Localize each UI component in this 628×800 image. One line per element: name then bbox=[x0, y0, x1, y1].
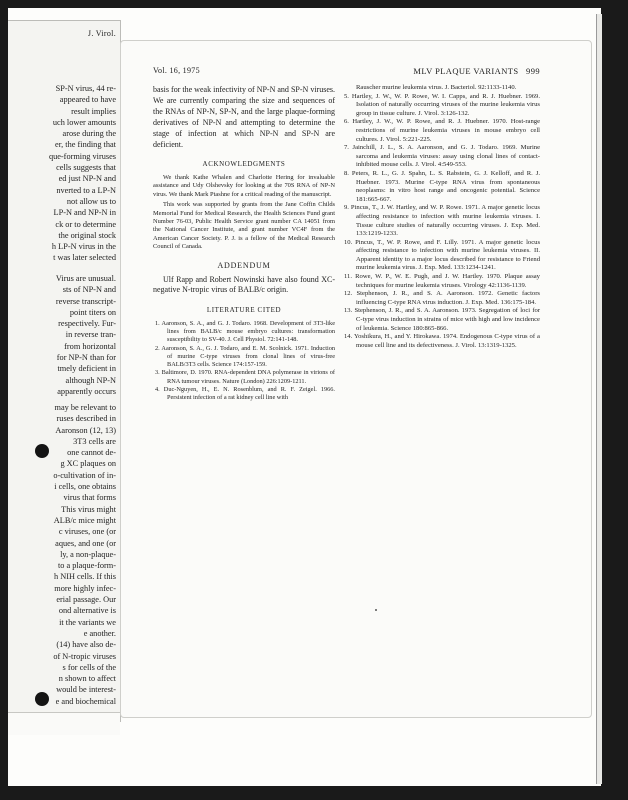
facing-page-text-top bbox=[12, 83, 116, 264]
reference-text: Baltimore, D. 1970. RNA-dependent DNA polymerase in virions of RNA tumour viruses. Nature (London) 226:1209-1211. bbox=[161, 369, 336, 385]
facing-page-text-middle bbox=[12, 273, 116, 397]
reference-number: 1. bbox=[155, 319, 162, 327]
reference-text: Pincus, T., W. P. Rowe, and F. Lilly. 1971. A major genetic locus affecting resistance to infection with murine leukemia viruses. II. Apparent identity to a major locus described for resistance to Friend murine leukemia virus. J. Exp. Med. 133:1234-1241. bbox=[355, 238, 541, 272]
facing-page bbox=[8, 20, 121, 722]
facing-page-line: Aaronson (12, 13) bbox=[55, 425, 116, 435]
reference-entry bbox=[342, 290, 540, 307]
addendum-heading: ADDENDUM bbox=[217, 260, 271, 270]
reference-number: 2. bbox=[155, 344, 162, 352]
facing-page-line: (14) have also de- bbox=[56, 640, 116, 650]
reference-number: 5. bbox=[344, 92, 352, 100]
facing-page-line: appeared to have bbox=[59, 95, 116, 105]
reference-entry bbox=[153, 345, 335, 370]
facing-page-line: o-cultivation of in- bbox=[53, 470, 116, 480]
facing-page-line: Virus are unusual. bbox=[55, 274, 116, 283]
reference-entry bbox=[153, 369, 335, 386]
reference-entry bbox=[342, 84, 540, 93]
reference-list bbox=[342, 84, 540, 350]
reference-text: Duc-Nguyen, H., E. N. Rosenblum, and R. F. Zeigel. 1966. Persistent infection of a rat kidney cell line with bbox=[163, 386, 335, 402]
facing-page-line: uch lower amounts bbox=[52, 117, 116, 127]
facing-page-line: tmely deficient in bbox=[57, 364, 116, 374]
facing-page-line: g XC plaques on bbox=[60, 459, 116, 469]
facing-page-line: t was later selected bbox=[53, 253, 116, 263]
reference-entry bbox=[342, 118, 540, 144]
reference-text: Stephenson, J. R., and S. A. Aaronson. 1973. Segregation of loci for C-type virus induction in strains of mice with high and low incidence of leukemia. Science 180:865-866. bbox=[354, 307, 541, 332]
facing-page-line: s for cells of the bbox=[62, 662, 116, 672]
reference-text: Hartley, J. W., W. P. Rowe, and R. J. Huebner. 1970. Host-range restrictions of murine leukemia viruses in mouse embryo cell cultures. J. Virol. 5:221-225. bbox=[352, 118, 540, 143]
reference-entry bbox=[342, 170, 540, 204]
facing-page-line: although NP-N bbox=[65, 375, 116, 385]
facing-page-line: ruses described in bbox=[56, 414, 116, 424]
facing-page-line: result implies bbox=[71, 106, 116, 116]
facing-page-line: h NIH cells. If this bbox=[54, 572, 116, 582]
reference-entry bbox=[342, 333, 540, 350]
facing-page-line: ed just NP-N and bbox=[58, 174, 116, 184]
facing-page-line: from horizontal bbox=[64, 341, 116, 351]
volume-header: Vol. 16, 1975 bbox=[153, 66, 200, 75]
facing-page-line: virus that forms bbox=[63, 493, 116, 503]
page-number: 999 bbox=[526, 66, 540, 76]
page-edge bbox=[596, 14, 602, 784]
reference-text: Aaronson, S. A., and G. J. Todaro. 1968. Development of 3T3-like lines from BALB/c mouse embryo cultures: transformation susceptibility to SV-40. J. Cell Physiol. 72:141-148. bbox=[161, 319, 335, 344]
reference-number: 13. bbox=[344, 307, 355, 315]
acknowledgments-heading: ACKNOWLEDGMENTS bbox=[202, 160, 286, 168]
facing-page-line: h LP-N virus in the bbox=[51, 242, 116, 252]
running-title-text: MLV PLAQUE VARIANTS bbox=[413, 66, 519, 76]
running-title bbox=[386, 66, 540, 76]
facing-page-line: in reverse tran- bbox=[65, 330, 116, 340]
reference-text: Aaronson, S. A., G. J. Todaro, and E. M. Scolnick. 1971. Induction of murine C-type viruses from clonal lines of virus-free BALB/3T3 cells. Science 174:157-159. bbox=[161, 344, 336, 369]
scan-border bbox=[601, 0, 628, 800]
reference-entry bbox=[342, 307, 540, 333]
facing-page-line: LP-N and NP-N in bbox=[53, 208, 116, 218]
reference-text: Hartley, J. W., W. P. Rowe, W. I. Capps, and R. J. Huebner. 1969. Isolation of naturally occurring viruses of the murine leukemia virus group in tissue culture. J. Virol. 3:126-132. bbox=[351, 92, 540, 117]
facing-page-line: arose during the bbox=[62, 129, 116, 139]
reference-text: Peters, R. L., G. J. Spahn, L. S. Rabstein, G. J. Kelloff, and R. J. Huebner. 1973. Murine C-type RNA virus from spontaneous neoplasms: in vitro host range and oncogenic potential. Science 181:665-667. bbox=[351, 169, 541, 203]
literature-heading: LITERATURE CITED bbox=[206, 305, 282, 314]
facing-page-line: it the variants we bbox=[59, 617, 116, 627]
paper-strip bbox=[8, 712, 120, 735]
reference-number: 10. bbox=[344, 238, 356, 246]
speck bbox=[375, 609, 377, 611]
facing-page-line: to a plaque-form- bbox=[57, 561, 116, 571]
facing-page-line: not allow us to bbox=[66, 196, 116, 206]
facing-page-line: would be interest- bbox=[56, 685, 116, 695]
facing-page-line: point titers on bbox=[69, 307, 116, 317]
reference-number: 11. bbox=[344, 273, 356, 281]
reference-number: 9. bbox=[344, 204, 351, 212]
facing-page-line: n shown to affect bbox=[58, 674, 116, 684]
facing-page-line: reverse transcript- bbox=[55, 296, 116, 306]
facing-page-line: This virus might bbox=[61, 504, 116, 514]
reference-entry bbox=[342, 204, 540, 238]
reference-entry bbox=[342, 93, 540, 119]
reference-number: 3. bbox=[155, 369, 162, 377]
facing-page-line: of N-tropic viruses bbox=[53, 651, 116, 661]
punch-hole bbox=[35, 692, 49, 706]
facing-page-line: may be relevant to bbox=[54, 403, 116, 412]
reference-number: 12. bbox=[344, 290, 357, 298]
facing-page-line: er, the finding that bbox=[55, 140, 116, 150]
facing-page-line: ck or to determine bbox=[55, 219, 116, 229]
acknowledgments-paragraph: We thank Kathe Whalen and Charlotte Hering for invaluable assistance and Udy Olshevsky for looking at the 70S RNA of NP-N virus. We thank Mark Ptashne for a critical reading of the manuscript. bbox=[153, 174, 335, 198]
facing-page-line: que-forming viruses bbox=[48, 151, 116, 161]
facing-page-line: e another. bbox=[83, 628, 116, 638]
facing-page-line: SP-N virus, 44 re- bbox=[55, 84, 116, 93]
facing-page-line: the original stock bbox=[58, 230, 116, 240]
facing-page-line: nverted to a LP-N bbox=[56, 185, 116, 195]
body-paragraph: basis for the weak infectivity of NP-N and SP-N viruses. We are currently comparing the size and sequences of the RNAs of NP-N, SP-N, and the large plaque-forming derivatives of NP-N and attempting to determine the stage of infection at which NP-N and SP-N are deficient. bbox=[153, 85, 335, 149]
facing-page-line: ond alternative is bbox=[58, 606, 116, 616]
facing-page-line: aques, and one (or bbox=[55, 538, 116, 548]
reference-text: Pincus, T., J. W. Hartley, and W. P. Rowe. 1971. A major genetic locus affecting resistance to infection with murine leukemia viruses. I. Tissue culture studies of naturally occurring viruses. J. Exp. Med. 133:1219-1233. bbox=[350, 204, 541, 238]
facing-page-text-bottom bbox=[12, 402, 116, 707]
facing-page-line: apparently occurs bbox=[57, 386, 116, 396]
facing-page-line: erial passage. Our bbox=[56, 595, 116, 605]
facing-page-line: for NP-N than for bbox=[56, 353, 116, 363]
reference-list bbox=[153, 320, 335, 403]
reference-entry bbox=[342, 144, 540, 170]
reference-entry bbox=[342, 239, 540, 273]
facing-page-line: sts of NP-N and bbox=[62, 285, 116, 295]
reference-number: 14. bbox=[344, 333, 354, 341]
reference-text: Rowe, W. P., W. E. Pugh, and J. W. Hartley. 1970. Plaque assay techniques for murine leukemia viruses. Virology 42:1136-1139. bbox=[355, 273, 540, 289]
facing-page-line: one cannot de- bbox=[67, 448, 116, 458]
facing-page-line: i cells, one obtains bbox=[54, 482, 116, 492]
facing-page-line: ly, a non-plaque- bbox=[60, 549, 116, 559]
reference-entry bbox=[153, 320, 335, 345]
facing-page-line: more highly infec- bbox=[54, 583, 116, 593]
reference-number: 4. bbox=[155, 386, 164, 394]
reference-text: Rauscher murine leukemia virus. J. Bacteriol. 92:1133-1140. bbox=[356, 84, 517, 91]
reference-number: 8. bbox=[344, 169, 352, 177]
right-column bbox=[342, 84, 540, 350]
facing-page-line: ALB/c mice might bbox=[53, 515, 116, 525]
reference-text: Yoshikura, H., and Y. Hirokawa. 1974. Endogenous C-type virus of a mouse cell line and its defectiveness. J. Virol. 13:1319-1325. bbox=[354, 333, 540, 349]
facing-page-line: 3T3 cells are bbox=[73, 436, 116, 446]
reference-number: 7. bbox=[344, 144, 353, 152]
addendum-text: Ulf Rapp and Robert Nowinski have also found XC-negative N-tropic virus of BALB/c origin. bbox=[153, 274, 335, 295]
facing-page-line: c viruses, one (or bbox=[58, 527, 116, 537]
reference-number: 6. bbox=[344, 118, 353, 126]
facing-page-header: J. Virol. bbox=[87, 29, 116, 38]
facing-page-line: cells suggests that bbox=[56, 163, 116, 173]
punch-hole bbox=[35, 444, 49, 458]
acknowledgments-paragraph: This work was supported by grants from the Jane Coffin Childs Memorial Fund for Medical Research, the Health Sciences Fund grant Number 76-03, Public Health Service grant number CA 14051 from the National Cancer Institute, and grant number VC4F from the American Cancer Society. P. J. is a fellow of the Medical Research Council of Canada. bbox=[153, 201, 335, 251]
reference-text: Jainchill, J. L., S. A. Aaronson, and G. J. Todaro. 1969. Murine sarcoma and leukemia viruses: assay using clonal lines of contact-inhibited mouse cells. J. Virol. 4:549-553. bbox=[352, 144, 541, 169]
facing-page-line: e and biochemical bbox=[55, 696, 116, 706]
reference-entry bbox=[342, 273, 540, 290]
reference-text: Stephenson, J. R., and S. A. Aaronson. 1972. Genetic factors influencing C-type RNA virus induction. J. Exp. Med. 136:175-184. bbox=[356, 290, 540, 306]
left-column bbox=[153, 84, 335, 403]
facing-page-line: respectively. Fur- bbox=[58, 319, 116, 329]
reference-entry bbox=[153, 386, 335, 403]
